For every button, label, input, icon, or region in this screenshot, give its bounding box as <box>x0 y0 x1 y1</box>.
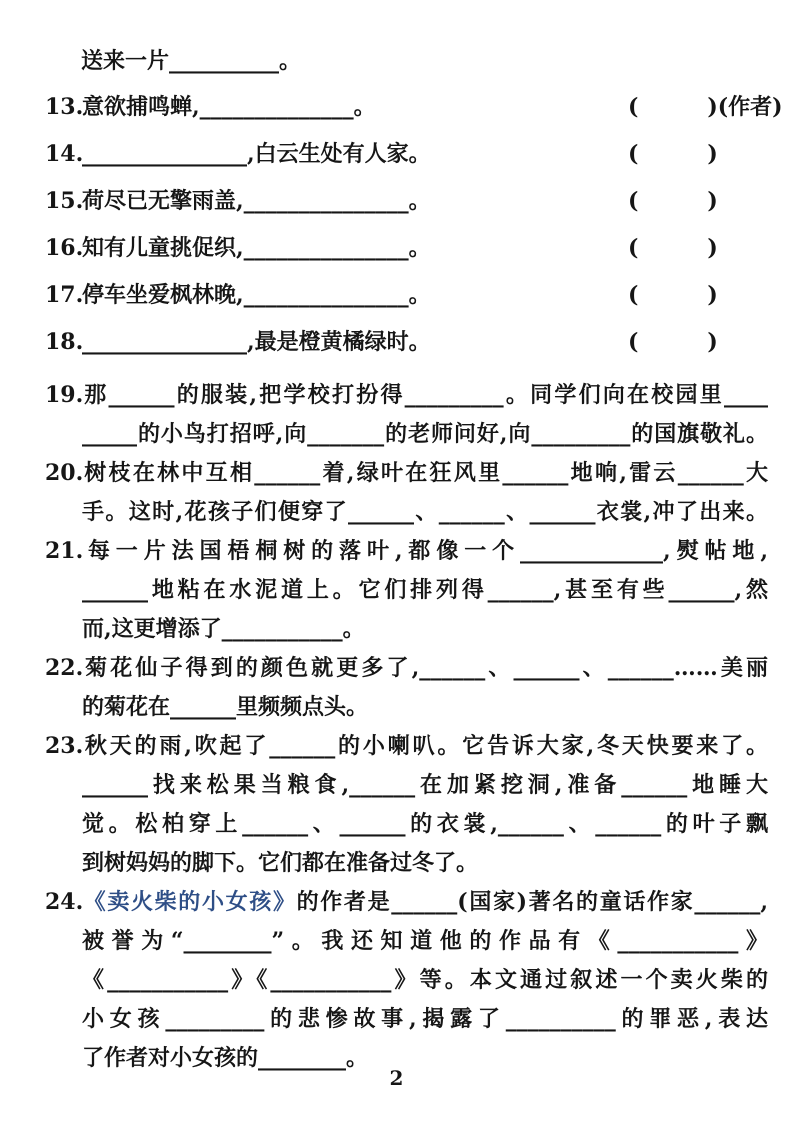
poem-text: 意欲捕鸣蝉,______________。 <box>82 94 376 120</box>
paragraph-line: 了作者对小女孩的________。 <box>82 1045 369 1071</box>
paragraph-line <box>45 649 768 688</box>
item-number: 24. <box>45 889 84 915</box>
item-number: 18. <box>45 329 84 355</box>
bracket-blank: ( ) <box>628 329 718 355</box>
poem-text: _______________,最是橙黄橘绿时。 <box>82 329 431 355</box>
paragraph-item-19 <box>45 376 768 454</box>
paragraph-line: ______地粘在水泥道上。它们排列得______,甚至有些______,然 <box>82 577 768 603</box>
item-number: 15. <box>45 188 84 214</box>
page-number: 2 <box>389 1066 404 1090</box>
paragraph-line: 被誉为“________”。我还知道他的作品有《___________》 <box>82 928 768 954</box>
paragraph-line: _____的小鸟打招呼,向_______的老师问好,向_________的国旗敬礼。 <box>82 421 768 447</box>
paragraph-item-23 <box>45 727 768 883</box>
item-number: 23. <box>45 733 84 759</box>
bracket-blank: ( ) <box>628 188 718 214</box>
answer-bracket <box>628 188 718 214</box>
paragraph-item-24 <box>45 883 768 1078</box>
paragraph-line: 《___________》《___________》等。本文通过叙述一个卖火柴的 <box>82 967 768 993</box>
answer-bracket <box>628 141 718 167</box>
paragraph-line <box>45 883 768 922</box>
answer-bracket <box>628 235 718 261</box>
bracket-blank: ( ) <box>628 94 718 120</box>
author-note: (作者) <box>717 94 783 120</box>
paragraph-text: 树枝在林中互相______着,绿叶在狂风里______地响,雷云______大 <box>82 460 768 486</box>
item-number: 13. <box>45 94 84 120</box>
item-number: 17. <box>45 282 84 308</box>
poem-item-16 <box>45 235 768 261</box>
item-number: 20. <box>45 460 84 486</box>
story-title-link[interactable]: 《卖火柴的小女孩》 <box>82 889 297 915</box>
paragraph-item-22 <box>45 649 768 727</box>
paragraph-line: 而,这更增添了___________。 <box>82 616 365 642</box>
paragraph-item-20 <box>45 454 768 532</box>
item-number: 21. <box>45 538 84 564</box>
paragraph-text: 的作者是______(国家)著名的童话作家______, <box>296 889 768 915</box>
item-number: 16. <box>45 235 84 261</box>
poem-text: 荷尽已无擎雨盖,_______________。 <box>82 188 431 214</box>
paragraph-line: 觉。松柏穿上______、______的衣裳,______、______的叶子飘 <box>82 811 768 837</box>
answer-bracket <box>628 94 783 120</box>
poem-item-18 <box>45 329 768 355</box>
poem-item-17 <box>45 282 768 308</box>
continuation-line: 送来一片__________。 <box>81 48 302 74</box>
poem-item-15 <box>45 188 768 214</box>
paragraph-text: 秋天的雨,吹起了______的小喇叭。它告诉大家,冬天快要来了。 <box>82 733 768 759</box>
poem-text: 知有儿童挑促织,_______________。 <box>82 235 431 261</box>
paragraph-line: 到树妈妈的脚下。它们都在准备过冬了。 <box>82 850 479 876</box>
answer-bracket <box>628 329 718 355</box>
answer-bracket <box>628 282 718 308</box>
paragraph-line <box>45 532 768 571</box>
paragraph-line: 的菊花在______里频频点头。 <box>82 694 369 720</box>
paragraph-line <box>45 727 768 766</box>
paragraph-text: 那______的服装,把学校打扮得_________。同学们向在校园里____ <box>82 382 768 408</box>
paragraph-text: 每一片法国梧桐树的落叶,都像一个_____________,熨帖地, <box>82 538 768 564</box>
paragraph-line: ______找来松果当粮食,______在加紧挖洞,准备______地睡大 <box>82 772 768 798</box>
item-number: 14. <box>45 141 84 167</box>
poem-item-14 <box>45 141 768 167</box>
bracket-blank: ( ) <box>628 282 718 308</box>
poem-text: 停车坐爱枫林晚,_______________。 <box>82 282 431 308</box>
paragraph-line: 手。这时,花孩子们便穿了______、______、______衣裳,冲了出来。 <box>82 499 768 525</box>
paragraph-line: 小女孩_________的悲惨故事,揭露了__________的罪恶,表达 <box>82 1006 768 1032</box>
bracket-blank: ( ) <box>628 235 718 261</box>
worksheet-content <box>45 48 783 1078</box>
poem-text: _______________,白云生处有人家。 <box>82 141 431 167</box>
paragraph-line <box>45 454 768 493</box>
bracket-blank: ( ) <box>628 141 718 167</box>
paragraph-item-21 <box>45 532 768 649</box>
poem-item-13 <box>45 94 783 120</box>
paragraph-line <box>45 376 768 415</box>
item-number: 22. <box>45 655 84 681</box>
item-number: 19. <box>45 382 84 408</box>
paragraph-text: 菊花仙子得到的颜色就更多了,______、______、______……美丽 <box>82 655 768 681</box>
